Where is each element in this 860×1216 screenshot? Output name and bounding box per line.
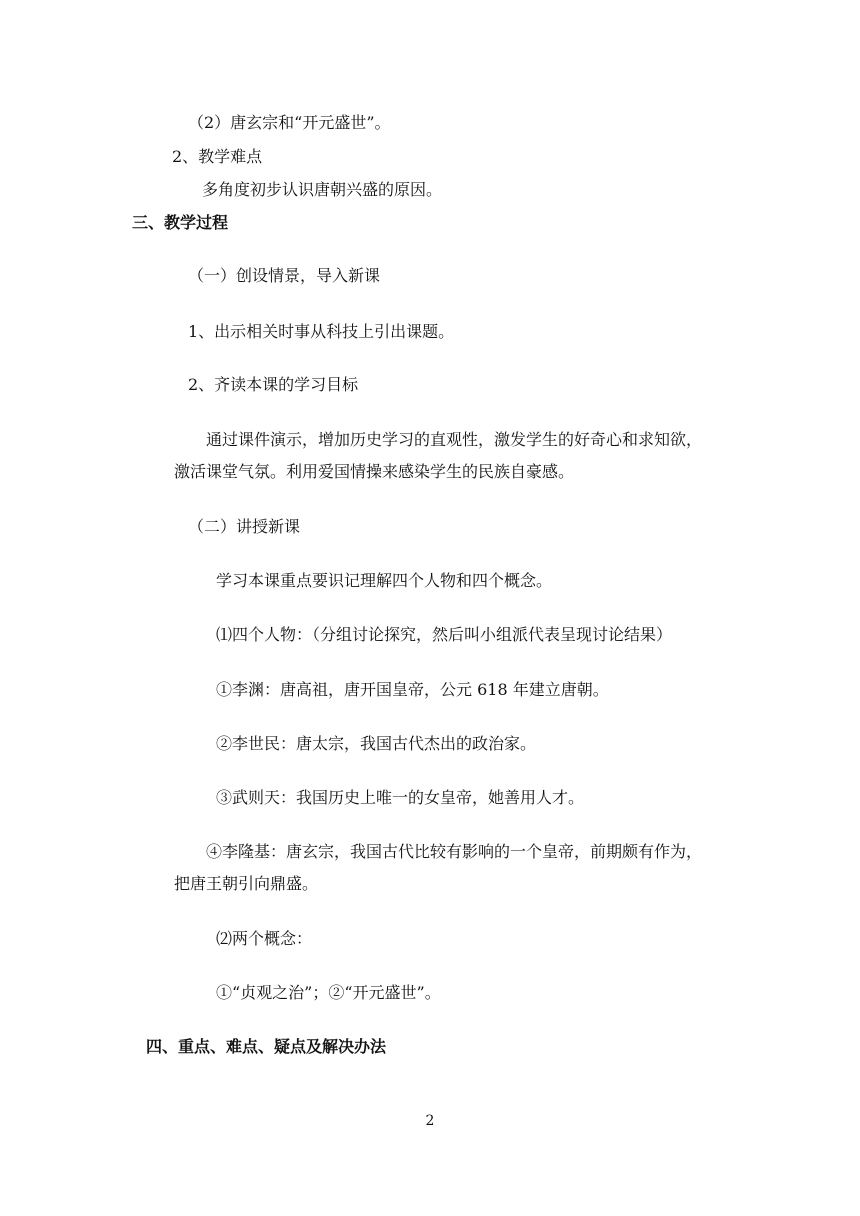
subsection-heading-intro: （一）创设情景，导入新课 xyxy=(188,266,381,285)
section-heading-teaching-process: 三、教学过程 xyxy=(132,213,229,232)
subheading-teaching-difficulty: 2、教学难点 xyxy=(172,147,263,166)
text-line-difficulty: 多角度初步认识唐朝兴盛的原因。 xyxy=(202,180,443,199)
list-item-li-shimin: ②李世民：唐太宗，我国古代杰出的政治家。 xyxy=(216,734,537,753)
text-line-step-1: 1、出示相关时事从科技上引出课题。 xyxy=(188,322,455,341)
paragraph-line-2: 激活课堂气氛。利用爱国情操来感染学生的民族自豪感。 xyxy=(174,462,575,481)
section-heading-solutions: 四、重点、难点、疑点及解决办法 xyxy=(146,1037,387,1056)
text-line-step-2: 2、齐读本课的学习目标 xyxy=(188,375,359,394)
text-line-concepts-list: ①“贞观之治”；②“开元盛世”。 xyxy=(216,983,441,1002)
text-line-two-concepts: ⑵两个概念： xyxy=(216,929,313,948)
list-item-li-longji-cont: 把唐王朝引向鼎盛。 xyxy=(174,874,319,893)
text-line-key-points: 学习本课重点要识记理解四个人物和四个概念。 xyxy=(216,571,553,590)
list-item-li-longji: ④李隆基：唐玄宗，我国古代比较有影响的一个皇帝，前期颇有作为， xyxy=(206,842,703,861)
list-item-li-yuan: ①李渊：唐高祖，唐开国皇帝，公元 618 年建立唐朝。 xyxy=(216,680,609,699)
text-line-point-2: （2）唐玄宗和“开元盛世”。 xyxy=(188,113,391,132)
subsection-heading-new-lesson: （二）讲授新课 xyxy=(188,517,301,536)
list-item-wu-zetian: ③武则天：我国历史上唯一的女皇帝，她善用人才。 xyxy=(216,788,585,807)
text-line-four-figures: ⑴四个人物：（分组讨论探究，然后叫小组派代表呈现讨论结果） xyxy=(216,625,673,644)
page-number: 2 xyxy=(425,1113,435,1129)
paragraph-line-1: 通过课件演示，增加历史学习的直观性，激发学生的好奇心和求知欲， xyxy=(206,430,703,449)
